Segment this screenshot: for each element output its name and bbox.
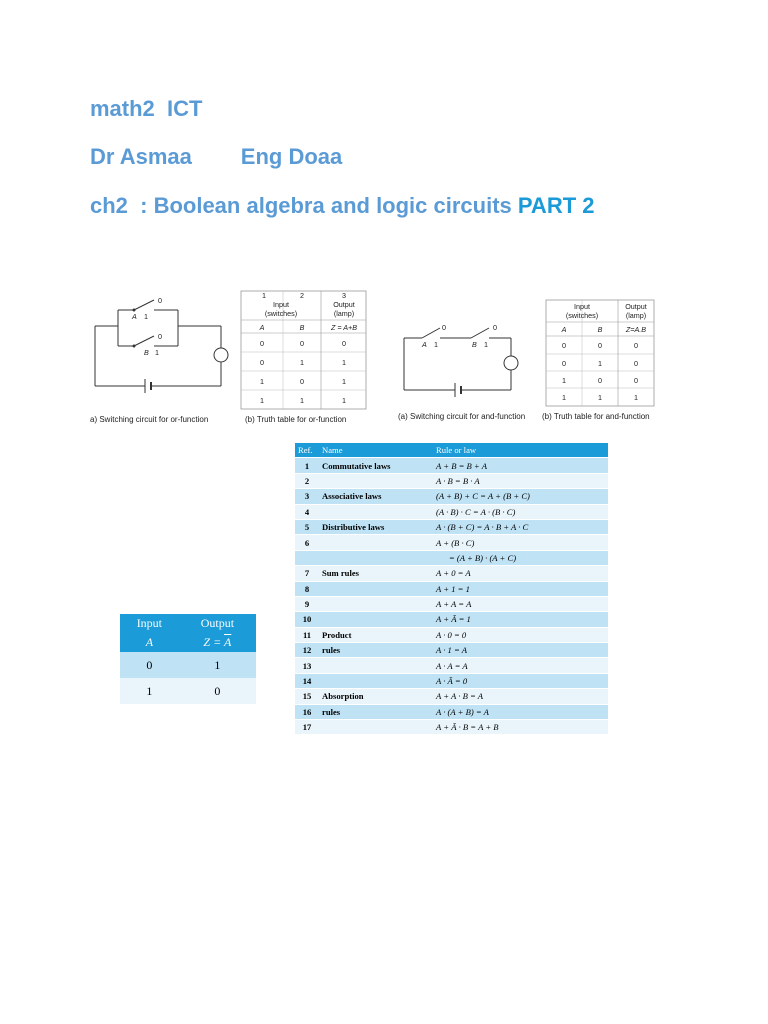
rules-name-cell xyxy=(319,596,433,611)
rules-head-rule: Rule or law xyxy=(433,443,608,458)
or-switch-b-label: B xyxy=(144,348,149,357)
rules-ref-cell: 15 xyxy=(295,689,319,704)
or-table-cell: 0 xyxy=(260,339,264,348)
or-table-cell: 0 xyxy=(342,339,346,348)
and-figure xyxy=(396,296,658,426)
rules-ref-cell: 7 xyxy=(295,566,319,581)
and-switch-b-zero: 0 xyxy=(493,323,497,332)
or-col-num-1: 1 xyxy=(262,291,266,300)
and-table-caption: (b) Truth table for and-function xyxy=(542,412,650,421)
rules-name-cell xyxy=(319,673,433,688)
or-switch-b-zero: 0 xyxy=(158,332,162,341)
or-figure xyxy=(88,286,373,426)
rules-name-cell xyxy=(319,720,433,735)
switch-b-pivot xyxy=(133,345,136,348)
rules-body xyxy=(295,458,608,735)
rules-law-cell: = (A + B) · (A + C) xyxy=(433,550,608,565)
rules-name-cell: Distributive laws xyxy=(319,519,433,534)
and-table-rows xyxy=(562,341,638,402)
rules-law-cell: A + Ā · B = A + B xyxy=(433,720,608,735)
rules-row xyxy=(295,627,608,642)
rules-row xyxy=(295,689,608,704)
not-row xyxy=(120,678,256,704)
and-head-output-sub: (lamp) xyxy=(625,311,647,320)
rules-row xyxy=(295,673,608,688)
rules-ref-cell: 10 xyxy=(295,612,319,627)
or-table-cell: 0 xyxy=(300,377,304,386)
rules-law-cell: A · B = B · A xyxy=(433,473,608,488)
and-table-cell: 0 xyxy=(634,341,638,350)
or-table-rows xyxy=(260,339,346,405)
rules-law-cell: A · (B + C) = A · B + A · C xyxy=(433,519,608,534)
or-circuit xyxy=(95,300,228,393)
rules-row xyxy=(295,519,608,534)
rules-row xyxy=(295,458,608,473)
or-switch-a-label: A xyxy=(132,312,137,321)
rules-row xyxy=(295,550,608,565)
not-cell-input: 0 xyxy=(120,652,179,678)
and-circuit xyxy=(404,328,518,397)
rules-ref-cell: 8 xyxy=(295,581,319,596)
not-cell-input: 1 xyxy=(120,678,179,704)
and-head-input: Input xyxy=(574,302,590,311)
and-table-cell: 1 xyxy=(598,393,602,402)
not-truth-table xyxy=(120,614,256,704)
or-table-cell: 1 xyxy=(300,358,304,367)
rules-row xyxy=(295,643,608,658)
rules-ref-cell: 4 xyxy=(295,504,319,519)
rules-ref-cell: 14 xyxy=(295,673,319,688)
rules-law-cell: A · Ā = 0 xyxy=(433,673,608,688)
rules-law-cell: A · (A + B) = A xyxy=(433,704,608,719)
or-switch-a-zero: 0 xyxy=(158,296,162,305)
rules-law-cell: A + 0 = A xyxy=(433,566,608,581)
rules-law-cell: A + (B · C) xyxy=(433,535,608,550)
and-table-cell: 0 xyxy=(598,376,602,385)
rules-header-row xyxy=(295,443,608,458)
doc-authors: Dr Asmaa Eng Doaa xyxy=(90,144,343,169)
rules-row xyxy=(295,704,608,719)
and-col-z: Z=A.B xyxy=(625,325,647,334)
rules-row xyxy=(295,489,608,504)
or-circuit-caption: a) Switching circuit for or-function xyxy=(90,415,209,424)
not-subheader-row xyxy=(120,633,256,652)
rules-law-cell: A + A · B = A xyxy=(433,689,608,704)
and-col-b: B xyxy=(597,325,603,334)
and-switch-a-one: 1 xyxy=(434,340,438,349)
not-head-input: Input xyxy=(120,614,179,633)
and-table-cell: 1 xyxy=(562,393,566,402)
rules-law-cell: A + 1 = 1 xyxy=(433,581,608,596)
rules-law-cell: A + B = B + A xyxy=(433,458,608,473)
and-col-a: A xyxy=(561,325,567,334)
not-cell-output: 0 xyxy=(179,678,256,704)
doc-chapter xyxy=(90,193,595,219)
and-table-cell: 1 xyxy=(634,393,638,402)
not-sub-output-bar: $\overline{A}$ xyxy=(223,635,232,649)
not-header-row xyxy=(120,614,256,633)
or-table-cell: 0 xyxy=(260,358,264,367)
rules-name-cell xyxy=(319,658,433,673)
rules-ref-cell: 3 xyxy=(295,489,319,504)
rules-row xyxy=(295,612,608,627)
rules-row xyxy=(295,504,608,519)
rules-name-cell: rules xyxy=(319,704,433,719)
and-table-cell: 0 xyxy=(634,376,638,385)
chapter-title: ch2 : Boolean algebra and logic circuits xyxy=(90,193,518,218)
rules-ref-cell: 12 xyxy=(295,643,319,658)
or-table-cell: 1 xyxy=(342,377,346,386)
rules-law-cell: A · 1 = A xyxy=(433,643,608,658)
rules-ref-cell: 1 xyxy=(295,458,319,473)
or-table-cell: 1 xyxy=(260,377,264,386)
rules-law-cell: (A · B) · C = A · (B · C) xyxy=(433,504,608,519)
or-table-cell: 1 xyxy=(300,396,304,405)
rules-head-ref: Ref. xyxy=(295,443,319,458)
rules-name-cell xyxy=(319,473,433,488)
or-table-cell: 0 xyxy=(300,339,304,348)
rules-name-cell: Product xyxy=(319,627,433,642)
rules-law-cell: (A + B) + C = A + (B + C) xyxy=(433,489,608,504)
rules-ref-cell: 17 xyxy=(295,720,319,735)
rules-row xyxy=(295,566,608,581)
rules-row xyxy=(295,581,608,596)
and-table-cell: 0 xyxy=(562,341,566,350)
rules-law-cell: A + Ā = 1 xyxy=(433,612,608,627)
rules-name-cell: rules xyxy=(319,643,433,658)
rules-name-cell xyxy=(319,581,433,596)
rules-name-cell xyxy=(319,535,433,550)
or-col-a: A xyxy=(259,323,265,332)
rules-law-cell: A · A = A xyxy=(433,658,608,673)
and-switch-b-one: 1 xyxy=(484,340,488,349)
rules-name-cell: Commutative laws xyxy=(319,458,433,473)
or-table-caption: (b) Truth table for or-function xyxy=(245,415,347,424)
and-table-cell: 1 xyxy=(562,376,566,385)
rules-law-cell: A · 0 = 0 xyxy=(433,627,608,642)
rules-ref-cell: 6 xyxy=(295,535,319,550)
rules-ref-cell: 16 xyxy=(295,704,319,719)
rules-name-cell xyxy=(319,550,433,565)
and-table-cell: 1 xyxy=(598,359,602,368)
not-head-output: Output xyxy=(179,614,256,633)
or-col-num-2: 2 xyxy=(300,291,304,300)
rules-name-cell xyxy=(319,612,433,627)
and-head-input-sub: (switches) xyxy=(565,311,599,320)
not-sub-input: A xyxy=(120,633,179,652)
and-switch-a-zero: 0 xyxy=(442,323,446,332)
doc-title: math2 ICT xyxy=(90,96,203,121)
rules-ref-cell: 2 xyxy=(295,473,319,488)
or-head-output: Output xyxy=(333,300,355,309)
rules-law-cell: A + A = A xyxy=(433,596,608,611)
rules-head-name: Name xyxy=(319,443,433,458)
not-cell-output: 1 xyxy=(179,652,256,678)
not-row xyxy=(120,652,256,678)
rules-name-cell xyxy=(319,504,433,519)
boolean-rules-table xyxy=(295,443,608,735)
rules-row xyxy=(295,535,608,550)
not-sub-output-prefix: Z = xyxy=(203,635,224,649)
and-truth-table xyxy=(546,300,654,406)
or-switch-b-one: 1 xyxy=(155,348,159,357)
rules-ref-cell: 9 xyxy=(295,596,319,611)
chapter-part: PART 2 xyxy=(517,193,595,218)
rules-row xyxy=(295,473,608,488)
rules-name-cell: Absorption xyxy=(319,689,433,704)
and-circuit-caption: (a) Switching circuit for and-function xyxy=(398,412,526,421)
and-table-cell: 0 xyxy=(598,341,602,350)
rules-row xyxy=(295,720,608,735)
rules-ref-cell xyxy=(295,550,319,565)
or-table-cell: 1 xyxy=(260,396,264,405)
rules-row xyxy=(295,596,608,611)
and-switch-a-label: A xyxy=(422,340,427,349)
and-head-output: Output xyxy=(625,302,647,311)
rules-name-cell: Sum rules xyxy=(319,566,433,581)
rules-row xyxy=(295,658,608,673)
rules-name-cell: Associative laws xyxy=(319,489,433,504)
rules-ref-cell: 5 xyxy=(295,519,319,534)
rules-ref-cell: 13 xyxy=(295,658,319,673)
or-col-z: Z = A+B xyxy=(330,323,358,332)
or-col-b: B xyxy=(299,323,305,332)
and-table-cell: 0 xyxy=(562,359,566,368)
or-col-num-3: 3 xyxy=(342,291,346,300)
and-switch-b-label: B xyxy=(472,340,477,349)
not-sub-output xyxy=(179,633,256,652)
or-head-input-sub: (switches) xyxy=(264,309,298,318)
or-head-output-sub: (lamp) xyxy=(333,309,355,318)
or-table-cell: 1 xyxy=(342,358,346,367)
or-table-cell: 1 xyxy=(342,396,346,405)
rules-ref-cell: 11 xyxy=(295,627,319,642)
or-switch-a-one: 1 xyxy=(144,312,148,321)
or-truth-table xyxy=(241,291,366,409)
and-table-cell: 0 xyxy=(634,359,638,368)
or-head-input: Input xyxy=(273,300,289,309)
